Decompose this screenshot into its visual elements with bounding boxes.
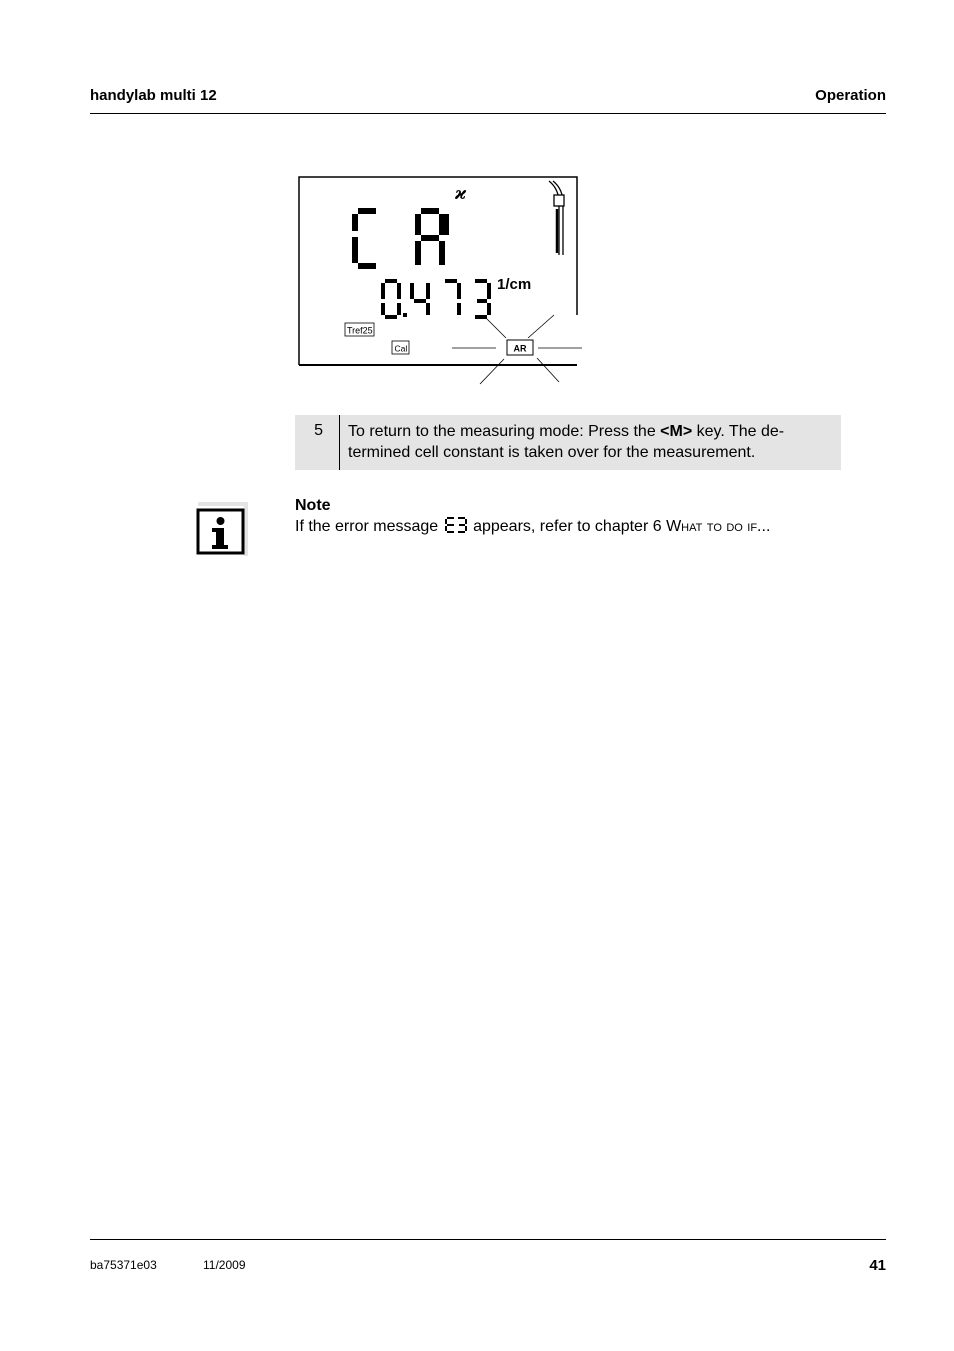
step-text: To return to the measuring mode: Press the <M> key. The de-termined cell constant is taken over for the measurement. [348, 423, 785, 461]
probe-icon [549, 181, 564, 255]
cal-label: Cal [394, 343, 408, 354]
header-rule [90, 113, 886, 114]
kappa-symbol: ϰ [455, 184, 467, 204]
note-title: Note [295, 497, 331, 514]
lcd-main-text-CAL [355, 211, 448, 266]
lcd-display-figure [297, 175, 582, 390]
header-section: Operation [815, 87, 886, 104]
lcd-display-svg [297, 175, 582, 390]
lcd-value-digits [383, 281, 489, 317]
key-label: <M> [660, 423, 693, 440]
header-product: handylab multi 12 [90, 87, 217, 104]
footer-doc-number: ba75371e03 [90, 1258, 157, 1272]
note-text: If the error message appears, refer to chapter 6 What to do if... [295, 516, 770, 540]
tref-label: Tref25 [347, 325, 373, 336]
footer-date: 11/2009 [203, 1258, 246, 1272]
step-separator [339, 415, 340, 470]
ar-label: AR [513, 343, 527, 354]
info-icon [196, 502, 250, 556]
chapter-title: What to do if... [666, 518, 771, 535]
lcd-unit: 1/cm [497, 276, 532, 293]
error-code-E3 [445, 516, 467, 540]
page-number: 41 [869, 1257, 886, 1274]
footer-rule [90, 1239, 886, 1240]
step-row: 5 To return to the measuring mode: Press the <M> key. The de-termined cell constant is taken over for the measurement. [295, 415, 841, 470]
